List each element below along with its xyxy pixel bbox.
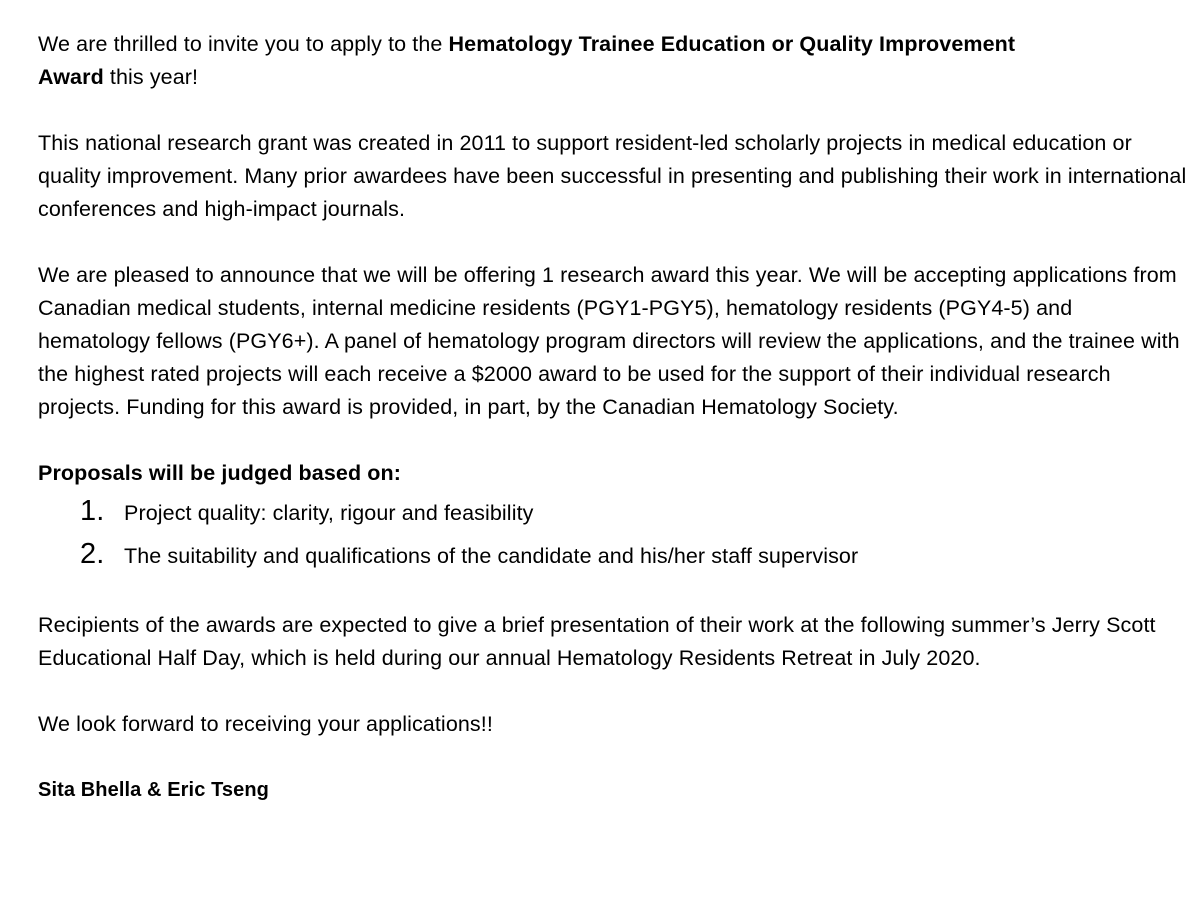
criteria-item-number: 2. bbox=[80, 538, 105, 570]
criteria-list bbox=[38, 490, 1188, 576]
intro-suffix: this year! bbox=[103, 65, 199, 89]
intro-paragraph bbox=[38, 28, 1188, 94]
award-name-line1: Hematology Trainee Education or Quality Improvement bbox=[448, 32, 1016, 56]
award-name-line2: Award bbox=[38, 65, 104, 89]
criteria-item-number: 1. bbox=[80, 495, 105, 527]
criteria-item-text: The suitability and qualifications of the candidate and his/her staff supervisor bbox=[124, 544, 859, 568]
recipients-paragraph: Recipients of the awards are expected to give a brief presentation of their work at the following summer’s Jerry Scott Educational Half Day, which is held during our annual Hematology Residents Retreat in July 2020. bbox=[38, 613, 1156, 670]
signature: Sita Bhella & Eric Tseng bbox=[38, 779, 269, 801]
closing-line: We look forward to receiving your applications!! bbox=[38, 712, 493, 736]
intro-prefix: We are thrilled to invite you to apply to the bbox=[38, 32, 449, 56]
criteria-heading: Proposals will be judged based on: bbox=[38, 461, 401, 485]
grant-paragraph: This national research grant was created in 2011 to support resident-led scholarly projects in medical education or quality improvement. Many prior awardees have been successful in presenting and publishing their work in international conferences and high-impact journals. bbox=[38, 131, 1187, 221]
document-body bbox=[38, 28, 1188, 807]
criteria-item-text: Project quality: clarity, rigour and feasibility bbox=[124, 501, 534, 525]
award-paragraph: We are pleased to announce that we will be offering 1 research award this year. We will be accepting applications from Canadian medical students, internal medicine residents (PGY1-PGY5), hematology residents (PGY4-5) and hematology fellows (PGY6+). A panel of hematology program directors will review the applications, and the trainee with the highest rated projects will each receive a $2000 award to be used for the support of their individual research projects. Funding for this award is provided, in part, by the Canadian Hematology Society. bbox=[38, 263, 1180, 419]
criteria-item bbox=[38, 533, 1188, 576]
criteria-item bbox=[38, 490, 1188, 533]
